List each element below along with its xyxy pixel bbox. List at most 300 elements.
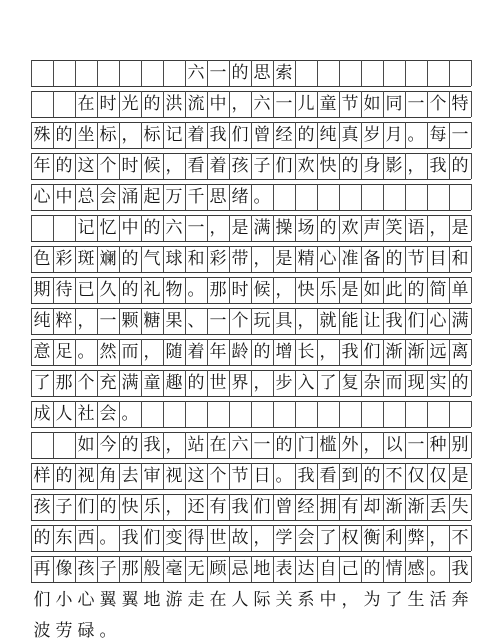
paragraph-char: 那: [55, 373, 73, 393]
paragraph-char: 着: [187, 342, 205, 362]
paragraph-char: 站: [187, 435, 205, 455]
paragraph-char: 光: [121, 94, 139, 114]
paragraph-char: 我: [341, 342, 359, 362]
paragraph-char: 的: [275, 435, 293, 455]
paragraph-char: ，: [253, 528, 271, 548]
paragraph-char: 会: [297, 528, 315, 548]
paragraph-char: 的: [363, 559, 381, 579]
grid-column-line: [229, 401, 230, 427]
paragraph-char: 达: [297, 559, 315, 579]
paragraph-char: 奔: [451, 590, 469, 610]
paragraph-char: 。: [253, 187, 271, 207]
grid-column-line: [31, 60, 32, 86]
manuscript-grid: [31, 60, 471, 641]
paragraph-char: 仅: [429, 466, 447, 486]
paragraph-char: 们: [231, 125, 249, 145]
paragraph-char: 地: [143, 590, 161, 610]
paragraph-char: 此: [385, 280, 403, 300]
grid-column-line: [383, 60, 384, 86]
paragraph-char: 一: [275, 94, 293, 114]
paragraph-char: 的: [55, 125, 73, 145]
paragraph-char: 曾: [253, 125, 271, 145]
paragraph-char: 是: [275, 249, 293, 269]
paragraph-char: 增: [275, 342, 293, 362]
paragraph-char: 系: [297, 590, 315, 610]
paragraph-char: 球: [165, 249, 183, 269]
paragraph-char: 了: [385, 590, 403, 610]
paragraph-char: 在: [209, 590, 227, 610]
paragraph-char: 劳: [55, 621, 73, 641]
paragraph-char: 目: [429, 249, 447, 269]
paragraph-char: 纯: [33, 311, 51, 331]
paragraph-char: 视: [165, 466, 183, 486]
paragraph-char: 标: [143, 125, 161, 145]
paragraph-char: 一: [187, 218, 205, 238]
essay-title-char: 索: [275, 63, 293, 83]
grid-column-line: [141, 401, 142, 427]
paragraph-char: 忆: [99, 218, 117, 238]
grid-rule: [31, 148, 471, 149]
paragraph-char: 会: [99, 187, 117, 207]
paragraph-char: 标: [99, 125, 117, 145]
paragraph-char: 人: [55, 404, 73, 424]
paragraph-char: 世: [209, 528, 227, 548]
paragraph-char: 月: [385, 125, 403, 145]
paragraph-char: 的: [121, 249, 139, 269]
paragraph-char: 得: [187, 528, 205, 548]
paragraph-char: 语: [407, 218, 425, 238]
paragraph-char: 中: [121, 218, 139, 238]
paragraph-char: 是: [341, 280, 359, 300]
paragraph-char: 这: [187, 466, 205, 486]
paragraph-char: 样: [33, 466, 51, 486]
paragraph-char: ，: [297, 311, 315, 331]
paragraph-char: 。: [187, 280, 205, 300]
grid-column-line: [471, 339, 472, 365]
paragraph-char: 再: [33, 559, 51, 579]
paragraph-char: 不: [385, 466, 403, 486]
paragraph-char: 单: [451, 280, 469, 300]
paragraph-char: ，: [121, 125, 139, 145]
paragraph-char: 西: [77, 528, 95, 548]
paragraph-char: 候: [143, 156, 161, 176]
paragraph-char: 就: [319, 311, 337, 331]
paragraph-char: 丢: [429, 497, 447, 517]
paragraph-char: 孩: [33, 497, 51, 517]
paragraph-char: 我: [121, 528, 139, 548]
paragraph-char: 欢: [297, 156, 315, 176]
paragraph-char: 而: [385, 373, 403, 393]
paragraph-char: 如: [363, 280, 381, 300]
paragraph-char: 步: [275, 373, 293, 393]
grid-column-line: [471, 91, 472, 117]
grid-column-line: [449, 184, 450, 210]
paragraph-char: 故: [231, 528, 249, 548]
grid-rule: [31, 551, 471, 552]
paragraph-char: 年: [209, 342, 227, 362]
grid-rule: [31, 86, 471, 87]
paragraph-char: 个: [99, 156, 117, 176]
paragraph-char: 万: [165, 187, 183, 207]
paragraph-char: 情: [385, 559, 403, 579]
grid-column-line: [471, 401, 472, 427]
paragraph-char: 童: [143, 373, 161, 393]
paragraph-char: 了: [33, 373, 51, 393]
paragraph-char: 孩: [77, 559, 95, 579]
grid-rule: [31, 427, 471, 428]
paragraph-char: 气: [143, 249, 161, 269]
paragraph-char: 真: [341, 125, 359, 145]
paragraph-char: 精: [297, 249, 315, 269]
grid-rule: [31, 520, 471, 521]
paragraph-char: 复: [341, 373, 359, 393]
grid-column-line: [75, 60, 76, 86]
essay-title-char: 六: [187, 63, 205, 83]
paragraph-char: 为: [363, 590, 381, 610]
paragraph-char: 的: [143, 218, 161, 238]
paragraph-char: 。: [429, 559, 447, 579]
paragraph-char: 视: [77, 466, 95, 486]
paragraph-char: 思: [209, 187, 227, 207]
grid-column-line: [471, 184, 472, 210]
grid-column-line: [383, 184, 384, 210]
paragraph-char: 还: [187, 497, 205, 517]
paragraph-char: 游: [165, 590, 183, 610]
paragraph-char: 趣: [165, 373, 183, 393]
paragraph-char: 衡: [363, 528, 381, 548]
paragraph-char: 个: [209, 466, 227, 486]
grid-column-line: [163, 60, 164, 86]
paragraph-char: 起: [143, 187, 161, 207]
paragraph-char: 快: [319, 156, 337, 176]
paragraph-char: 候: [253, 280, 271, 300]
paragraph-char: 能: [341, 311, 359, 331]
paragraph-char: 足: [55, 342, 73, 362]
grid-rule: [31, 179, 471, 180]
paragraph-char: 一: [209, 311, 227, 331]
grid-column-line: [31, 215, 32, 241]
paragraph-char: 有: [341, 497, 359, 517]
paragraph-char: 的: [187, 373, 205, 393]
paragraph-char: ，: [275, 280, 293, 300]
paragraph-char: 彩: [55, 249, 73, 269]
paragraph-char: 成: [33, 404, 51, 424]
paragraph-char: 槛: [319, 435, 337, 455]
paragraph-char: 我: [385, 311, 403, 331]
paragraph-char: ，: [143, 342, 161, 362]
grid-column-line: [405, 401, 406, 427]
grid-rule: [31, 365, 471, 366]
grid-column-line: [471, 122, 472, 148]
paragraph-char: 曾: [275, 497, 293, 517]
paragraph-char: 经: [297, 497, 315, 517]
paragraph-char: 以: [385, 435, 403, 455]
paragraph-char: 我: [231, 497, 249, 517]
paragraph-char: 着: [209, 156, 227, 176]
essay-title-char: 的: [231, 63, 249, 83]
grid-rule: [31, 210, 471, 211]
paragraph-char: 是: [231, 218, 249, 238]
grid-column-line: [471, 463, 472, 489]
paragraph-char: 在: [77, 94, 95, 114]
grid-rule: [31, 489, 471, 490]
paragraph-char: 那: [121, 559, 139, 579]
paragraph-char: 子: [253, 156, 271, 176]
paragraph-char: 弊: [407, 528, 425, 548]
paragraph-char: 际: [253, 590, 271, 610]
paragraph-char: 绪: [231, 187, 249, 207]
paragraph-char: ，: [253, 249, 271, 269]
paragraph-char: 时: [231, 280, 249, 300]
paragraph-char: 们: [363, 342, 381, 362]
paragraph-char: 满: [253, 218, 271, 238]
paragraph-char: 活: [429, 590, 447, 610]
paragraph-char: 关: [275, 590, 293, 610]
paragraph-char: 学: [275, 528, 293, 548]
paragraph-char: 今: [99, 435, 117, 455]
paragraph-char: 殊: [33, 125, 51, 145]
paragraph-char: 个: [77, 373, 95, 393]
paragraph-char: 龄: [231, 342, 249, 362]
paragraph-char: 我: [451, 559, 469, 579]
grid-column-line: [471, 556, 472, 582]
paragraph-char: 日: [253, 466, 271, 486]
paragraph-char: 已: [77, 280, 95, 300]
paragraph-char: 每: [429, 125, 447, 145]
grid-column-line: [273, 184, 274, 210]
paragraph-char: 心: [77, 590, 95, 610]
paragraph-char: 的: [143, 94, 161, 114]
paragraph-char: 儿: [297, 94, 315, 114]
paragraph-char: 和: [187, 249, 205, 269]
paragraph-char: 玩: [253, 311, 271, 331]
paragraph-char: 记: [77, 218, 95, 238]
paragraph-char: 翼: [121, 590, 139, 610]
paragraph-char: ，: [363, 435, 381, 455]
grid-column-line: [405, 60, 406, 86]
paragraph-char: 一: [253, 435, 271, 455]
paragraph-char: 门: [297, 435, 315, 455]
paragraph-char: 影: [385, 156, 403, 176]
paragraph-char: 六: [231, 435, 249, 455]
paragraph-char: 渐: [385, 497, 403, 517]
essay-title-char: 一: [209, 63, 227, 83]
paragraph-char: 心: [429, 311, 447, 331]
grid-column-line: [317, 184, 318, 210]
paragraph-char: 地: [253, 559, 271, 579]
paragraph-char: 会: [99, 404, 117, 424]
paragraph-char: 的: [451, 373, 469, 393]
paragraph-char: 失: [451, 497, 469, 517]
paragraph-char: 的: [451, 156, 469, 176]
paragraph-char: 己: [341, 559, 359, 579]
paragraph-char: 翼: [99, 590, 117, 610]
paragraph-char: 的: [385, 249, 403, 269]
paragraph-char: 的: [55, 156, 73, 176]
paragraph-char: 心: [319, 249, 337, 269]
paragraph-char: 们: [275, 156, 293, 176]
paragraph-char: 的: [121, 435, 139, 455]
paragraph-char: 的: [297, 125, 315, 145]
paragraph-char: ，: [341, 590, 359, 610]
paragraph-char: 礼: [143, 280, 161, 300]
paragraph-char: 乐: [143, 497, 161, 517]
paragraph-char: 毫: [165, 559, 183, 579]
paragraph-char: 中: [319, 590, 337, 610]
paragraph-char: 小: [55, 590, 73, 610]
paragraph-char: 经: [275, 125, 293, 145]
grid-column-line: [119, 60, 120, 86]
paragraph-char: 不: [451, 528, 469, 548]
paragraph-char: 有: [209, 497, 227, 517]
grid-column-line: [471, 494, 472, 520]
paragraph-char: 童: [319, 94, 337, 114]
grid-rule: [31, 241, 471, 242]
paragraph-char: 流: [187, 94, 205, 114]
grid-column-line: [361, 401, 362, 427]
paragraph-char: 我: [297, 466, 315, 486]
grid-column-line: [361, 60, 362, 86]
paragraph-char: 斓: [99, 249, 117, 269]
paragraph-char: 生: [407, 590, 425, 610]
paragraph-char: 顾: [209, 559, 227, 579]
paragraph-char: 了: [319, 528, 337, 548]
paragraph-char: ，: [77, 311, 95, 331]
paragraph-char: 涌: [121, 187, 139, 207]
grid-column-line: [31, 91, 32, 117]
paragraph-char: 场: [297, 218, 315, 238]
paragraph-char: 却: [363, 497, 381, 517]
paragraph-char: 般: [143, 559, 161, 579]
grid-column-line: [295, 401, 296, 427]
paragraph-char: 身: [363, 156, 381, 176]
paragraph-char: 碌: [77, 621, 95, 641]
essay-title-char: 思: [253, 63, 271, 83]
paragraph-char: 时: [99, 94, 117, 114]
paragraph-char: 快: [121, 497, 139, 517]
grid-column-line: [317, 60, 318, 86]
paragraph-char: 到: [341, 466, 359, 486]
paragraph-char: 岁: [363, 125, 381, 145]
paragraph-char: 六: [165, 218, 183, 238]
paragraph-char: 彩: [209, 249, 227, 269]
paragraph-char: 同: [385, 94, 403, 114]
grid-column-line: [471, 277, 472, 303]
paragraph-char: 节: [231, 466, 249, 486]
grid-column-line: [471, 432, 472, 458]
paragraph-char: 入: [297, 373, 315, 393]
paragraph-char: 纯: [319, 125, 337, 145]
grid-column-line: [427, 184, 428, 210]
grid-rule: [31, 117, 471, 118]
grid-column-line: [317, 401, 318, 427]
grid-column-line: [339, 401, 340, 427]
grid-column-line: [339, 60, 340, 86]
paragraph-char: 权: [341, 528, 359, 548]
paragraph-char: 快: [297, 280, 315, 300]
grid-column-line: [427, 401, 428, 427]
paragraph-char: 。: [275, 466, 293, 486]
paragraph-char: 带: [231, 249, 249, 269]
paragraph-char: 子: [99, 559, 117, 579]
grid-rule: [31, 582, 471, 583]
grid-column-line: [361, 184, 362, 210]
paragraph-char: 界: [231, 373, 249, 393]
paragraph-char: 。: [407, 125, 425, 145]
paragraph-char: 颗: [121, 311, 139, 331]
paragraph-char: 的: [363, 466, 381, 486]
paragraph-char: 离: [451, 342, 469, 362]
paragraph-char: 个: [429, 94, 447, 114]
paragraph-char: 一: [407, 94, 425, 114]
paragraph-char: 外: [341, 435, 359, 455]
paragraph-char: 孩: [231, 156, 249, 176]
paragraph-char: 久: [99, 280, 117, 300]
paragraph-char: 现: [407, 373, 425, 393]
grid-column-line: [471, 308, 472, 334]
paragraph-char: 感: [407, 559, 425, 579]
grid-column-line: [295, 184, 296, 210]
grid-column-line: [207, 401, 208, 427]
paragraph-char: 远: [429, 342, 447, 362]
paragraph-char: 东: [55, 528, 73, 548]
grid-column-line: [53, 91, 54, 117]
paragraph-char: 而: [121, 342, 139, 362]
grid-column-line: [471, 60, 472, 86]
paragraph-char: 渐: [407, 497, 425, 517]
paragraph-char: 的: [341, 156, 359, 176]
paragraph-char: 着: [187, 125, 205, 145]
paragraph-char: 我: [429, 156, 447, 176]
grid-column-line: [427, 60, 428, 86]
paragraph-char: 随: [165, 342, 183, 362]
paragraph-char: 声: [363, 218, 381, 238]
paragraph-char: 。: [121, 404, 139, 424]
paragraph-char: 子: [55, 497, 73, 517]
paragraph-char: 色: [33, 249, 51, 269]
paragraph-char: 仅: [407, 466, 425, 486]
paragraph-char: 乐: [319, 280, 337, 300]
paragraph-char: 斑: [77, 249, 95, 269]
paragraph-char: 波: [33, 621, 51, 641]
grid-column-line: [53, 432, 54, 458]
grid-rule: [31, 303, 471, 304]
paragraph-char: 审: [143, 466, 161, 486]
grid-column-line: [405, 184, 406, 210]
paragraph-char: 人: [231, 590, 249, 610]
grid-column-line: [471, 153, 472, 179]
grid-column-line: [471, 525, 472, 551]
grid-column-line: [251, 401, 252, 427]
paragraph-char: 如: [77, 435, 95, 455]
paragraph-char: 表: [275, 559, 293, 579]
grid-column-line: [31, 432, 32, 458]
paragraph-char: 糖: [143, 311, 161, 331]
paragraph-char: 在: [209, 435, 227, 455]
paragraph-char: 我: [143, 435, 161, 455]
paragraph-char: ，: [429, 528, 447, 548]
paragraph-char: 记: [165, 125, 183, 145]
grid-rule: [31, 396, 471, 397]
paragraph-char: 的: [407, 280, 425, 300]
paragraph-char: 那: [209, 280, 227, 300]
paragraph-char: 期: [33, 280, 51, 300]
paragraph-char: 别: [451, 435, 469, 455]
paragraph-char: 粹: [55, 311, 73, 331]
paragraph-char: 。: [99, 621, 117, 641]
paragraph-char: 世: [209, 373, 227, 393]
paragraph-char: 杂: [363, 373, 381, 393]
